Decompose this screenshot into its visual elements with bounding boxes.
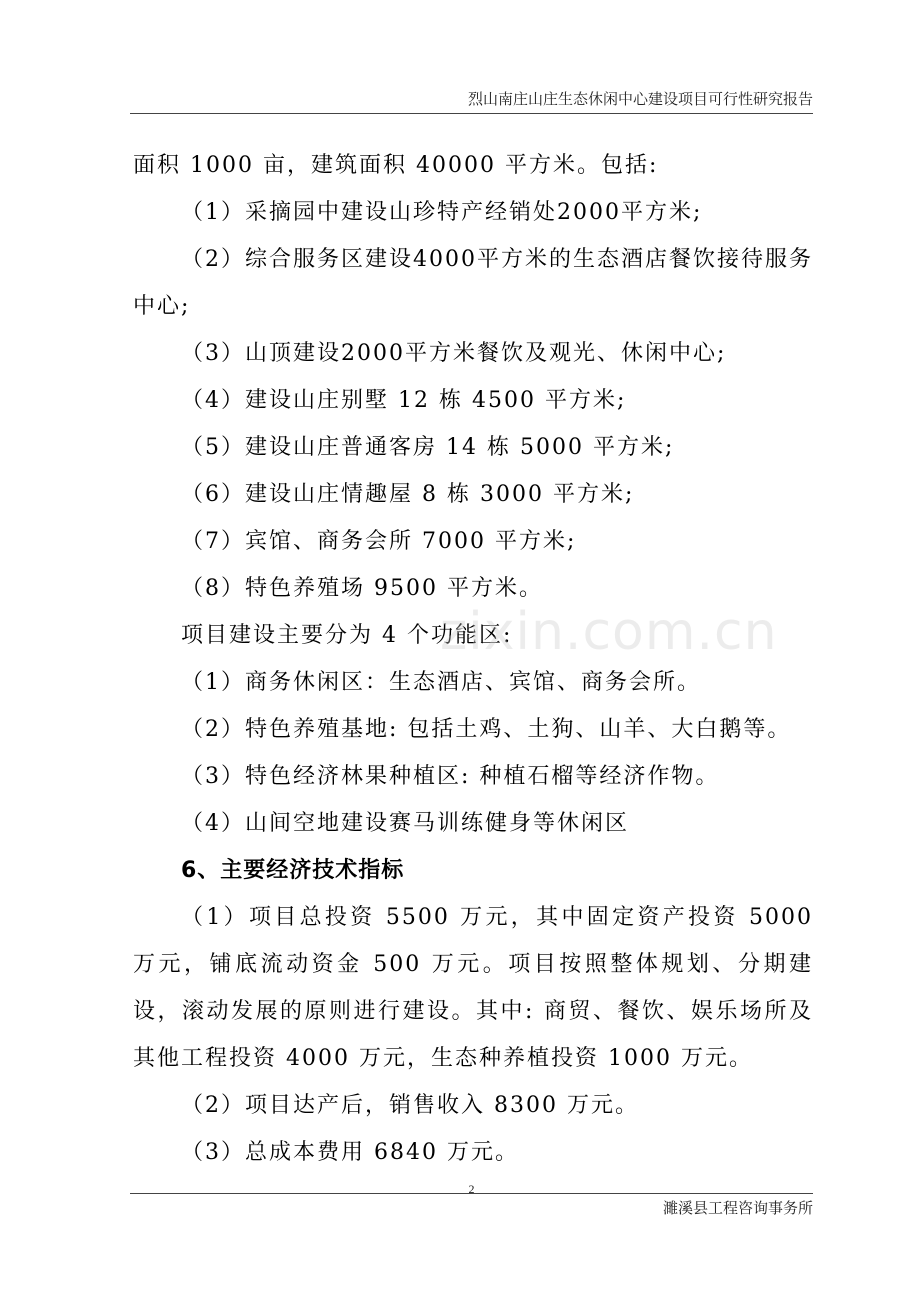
zone-item: （1）商务休闲区：生态酒店、宾馆、商务会所。 — [181, 670, 701, 695]
list-item: （8）特色养殖场 9500 平方米。 — [181, 576, 543, 601]
list-item: （3）山顶建设2000平方米餐饮及观光、休闲中心; — [181, 341, 727, 366]
indicator-paragraph: （2）项目达产后，销售收入 8300 万元。 — [181, 1093, 639, 1118]
document-body — [133, 142, 813, 1176]
indicator-paragraph: （3）总成本费用 6840 万元。 — [181, 1140, 519, 1165]
indicator-paragraph: （1）项目总投资 5500 万元，其中固定资产投资 5000 万元，铺底流动资金 500 万元。项目按照整体规划、分期建设，滚动发展的原则进行建设。其中: 商贸、餐饮、娱乐场所及其他工程投资 4000 万元，生态种养植投资 1000 万元。 — [133, 905, 813, 1071]
page-number: 2 — [468, 1182, 475, 1196]
watermark: zixin.com.cn — [440, 602, 778, 662]
header-title: 烈山南庄山庄生态休闲中心建设项目可行性研究报告 — [467, 90, 813, 108]
zones-intro: 项目建设主要分为 4 个功能区: — [181, 623, 513, 648]
footer-divider — [130, 1193, 813, 1194]
zone-item: （3）特色经济林果种植区: 种植石榴等经济作物。 — [181, 764, 720, 789]
list-item: （2）综合服务区建设4000平方米的生态酒店餐饮接待服务中心; — [133, 247, 813, 319]
footer-organization: 濉溪县工程咨询事务所 — [662, 1199, 813, 1217]
list-item: （6）建设山庄情趣屋 8 栋 3000 平方米; — [181, 482, 635, 507]
zone-item: （4）山间空地建设赛马训练健身等休闲区 — [181, 811, 629, 836]
paragraph-area: 面积 1000 亩，建筑面积 40000 平方米。包括: — [133, 153, 659, 178]
list-item: （1）采摘园中建设山珍特产经销处2000平方米; — [181, 200, 703, 225]
list-item: （4）建设山庄别墅 12 栋 4500 平方米; — [181, 388, 627, 413]
list-item: （7）宾馆、商务会所 7000 平方米; — [181, 529, 577, 554]
section-heading: 6、主要经济技术指标 — [181, 858, 405, 883]
list-item: （5）建设山庄普通客房 14 栋 5000 平方米; — [181, 435, 675, 460]
zone-item: （2）特色养殖基地: 包括土鸡、土狗、山羊、大白鹅等。 — [181, 717, 792, 742]
page-header — [130, 88, 813, 114]
